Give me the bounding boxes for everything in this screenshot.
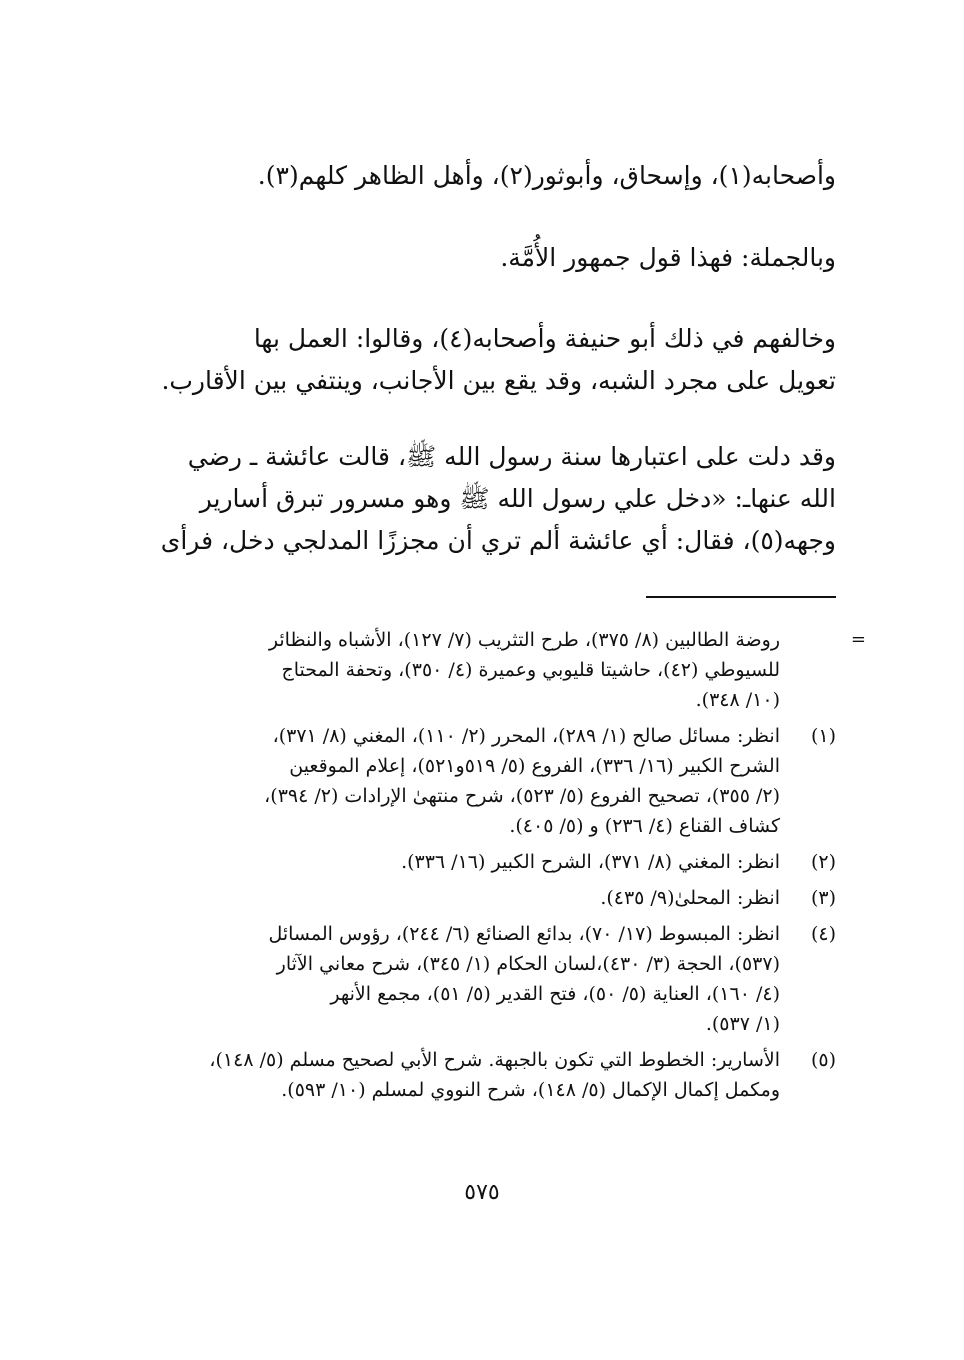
footnotes: [124, 625, 866, 1111]
text-line: وقد دلت على اعتبارها سنة رسول الله ﷺ، قالت عائشة ـ رضي: [187, 442, 836, 471]
main-paragraph-4: [136, 436, 836, 562]
footnote-separator: [646, 596, 836, 598]
footnote-number: (١): [810, 725, 836, 747]
text-line: وأصحابه(١)، وإسحاق، وأبوثور(٢)، وأهل الظاهر كلهم(٣).: [257, 161, 836, 190]
footnote-line: ومكمل إكمال الإكمال (٥/ ١٤٨)، شرح النووي لمسلم (١٠/ ٥٩٣).: [281, 1079, 780, 1101]
footnote-line: للسيوطي (٤٢)، حاشيتا قليوبي وعميرة (٤/ ٣٥٠)، وتحفة المحتاج: [281, 659, 780, 681]
footnote-line: (١/ ٥٣٧).: [705, 1013, 780, 1035]
text-line: وجهه(٥)، فقال: أي عائشة ألم تري أن مجززًا المدلجي دخل، فرأى: [160, 526, 836, 555]
footnote-line: (٤/ ١٦٠)، العناية (٥/ ٥٠)، فتح القدير (٥/ ٥١)، مجمع الأنهر: [330, 983, 780, 1005]
footnote-line: الشرح الكبير (١٦/ ٣٣٦)، الفروع (٥/ ٥١٩و٥٢١)، إعلام الموقعين: [289, 755, 780, 777]
footnote-line: كشاف القناع (٤/ ٢٣٦) و (٥/ ٤٠٥).: [509, 815, 780, 837]
footnote-line: (٢/ ٣٥٥)، تصحيح الفروع (٥/ ٥٢٣)، شرح منتهىٰ الإرادات (٢/ ٣٩٤)،: [264, 785, 780, 807]
footnote-line: انظر: المحلىٰ(٩/ ٤٣٥).: [600, 887, 780, 909]
footnote-number: (٥): [810, 1049, 836, 1071]
main-paragraph-3: [136, 318, 836, 402]
footnote-line: انظر: مسائل صالح (١/ ٢٨٩)، المحرر (٢/ ١١٠)، المغني (٨/ ٣٧١)،: [272, 725, 780, 747]
footnote-line: روضة الطالبين (٨/ ٣٧٥)، طرح التثريب (٧/ ١٢٧)، الأشباه والنظائر: [268, 629, 780, 651]
footnote-5: [124, 1045, 836, 1105]
footnote-number: (٣): [810, 887, 836, 909]
main-paragraph-1: [136, 155, 836, 197]
text-line: الله عنهاـ: «دخل علي رسول الله ﷺ وهو مسرور تبرق أسارير: [199, 484, 836, 513]
footnote-continued: [124, 625, 866, 715]
footnote-3: [124, 883, 836, 913]
page-number: ٥٧٥: [464, 1180, 500, 1205]
footnote-number: (٢): [810, 851, 836, 873]
footnote-line: (١٠/ ٣٤٨).: [695, 689, 780, 711]
footnote-1: [124, 721, 836, 841]
footnote-line: انظر: المغني (٨/ ٣٧١)، الشرح الكبير (١٦/ ٣٣٦).: [401, 851, 780, 873]
footnote-number: (٤): [810, 923, 836, 945]
text-line: وبالجملة: فهذا قول جمهور الأُمَّة.: [500, 243, 836, 272]
footnote-line: انظر: المبسوط (١٧/ ٧٠)، بدائع الصنائع (٦/ ٢٤٤)، رؤوس المسائل: [268, 923, 780, 945]
text-line: تعويل على مجرد الشبه، وقد يقع بين الأجانب، وينتفي بين الأقارب.: [161, 366, 836, 395]
text-line: وخالفهم في ذلك أبو حنيفة وأصحابه(٤)، وقالوا: العمل بها: [253, 324, 836, 353]
footnote-line: الأسارير: الخطوط التي تكون بالجبهة. شرح الأبي لصحيح مسلم (٥/ ١٤٨)،: [209, 1049, 780, 1071]
main-paragraph-2: [136, 237, 836, 279]
footnote-line: (٥٣٧)، الحجة (٣/ ٤٣٠)،لسان الحكام (١/ ٣٤٥)، شرح معاني الآثار: [276, 953, 780, 975]
footnote-continuation-mark: =: [850, 629, 866, 650]
footnote-2: [124, 847, 836, 877]
footnote-4: [124, 919, 836, 1039]
